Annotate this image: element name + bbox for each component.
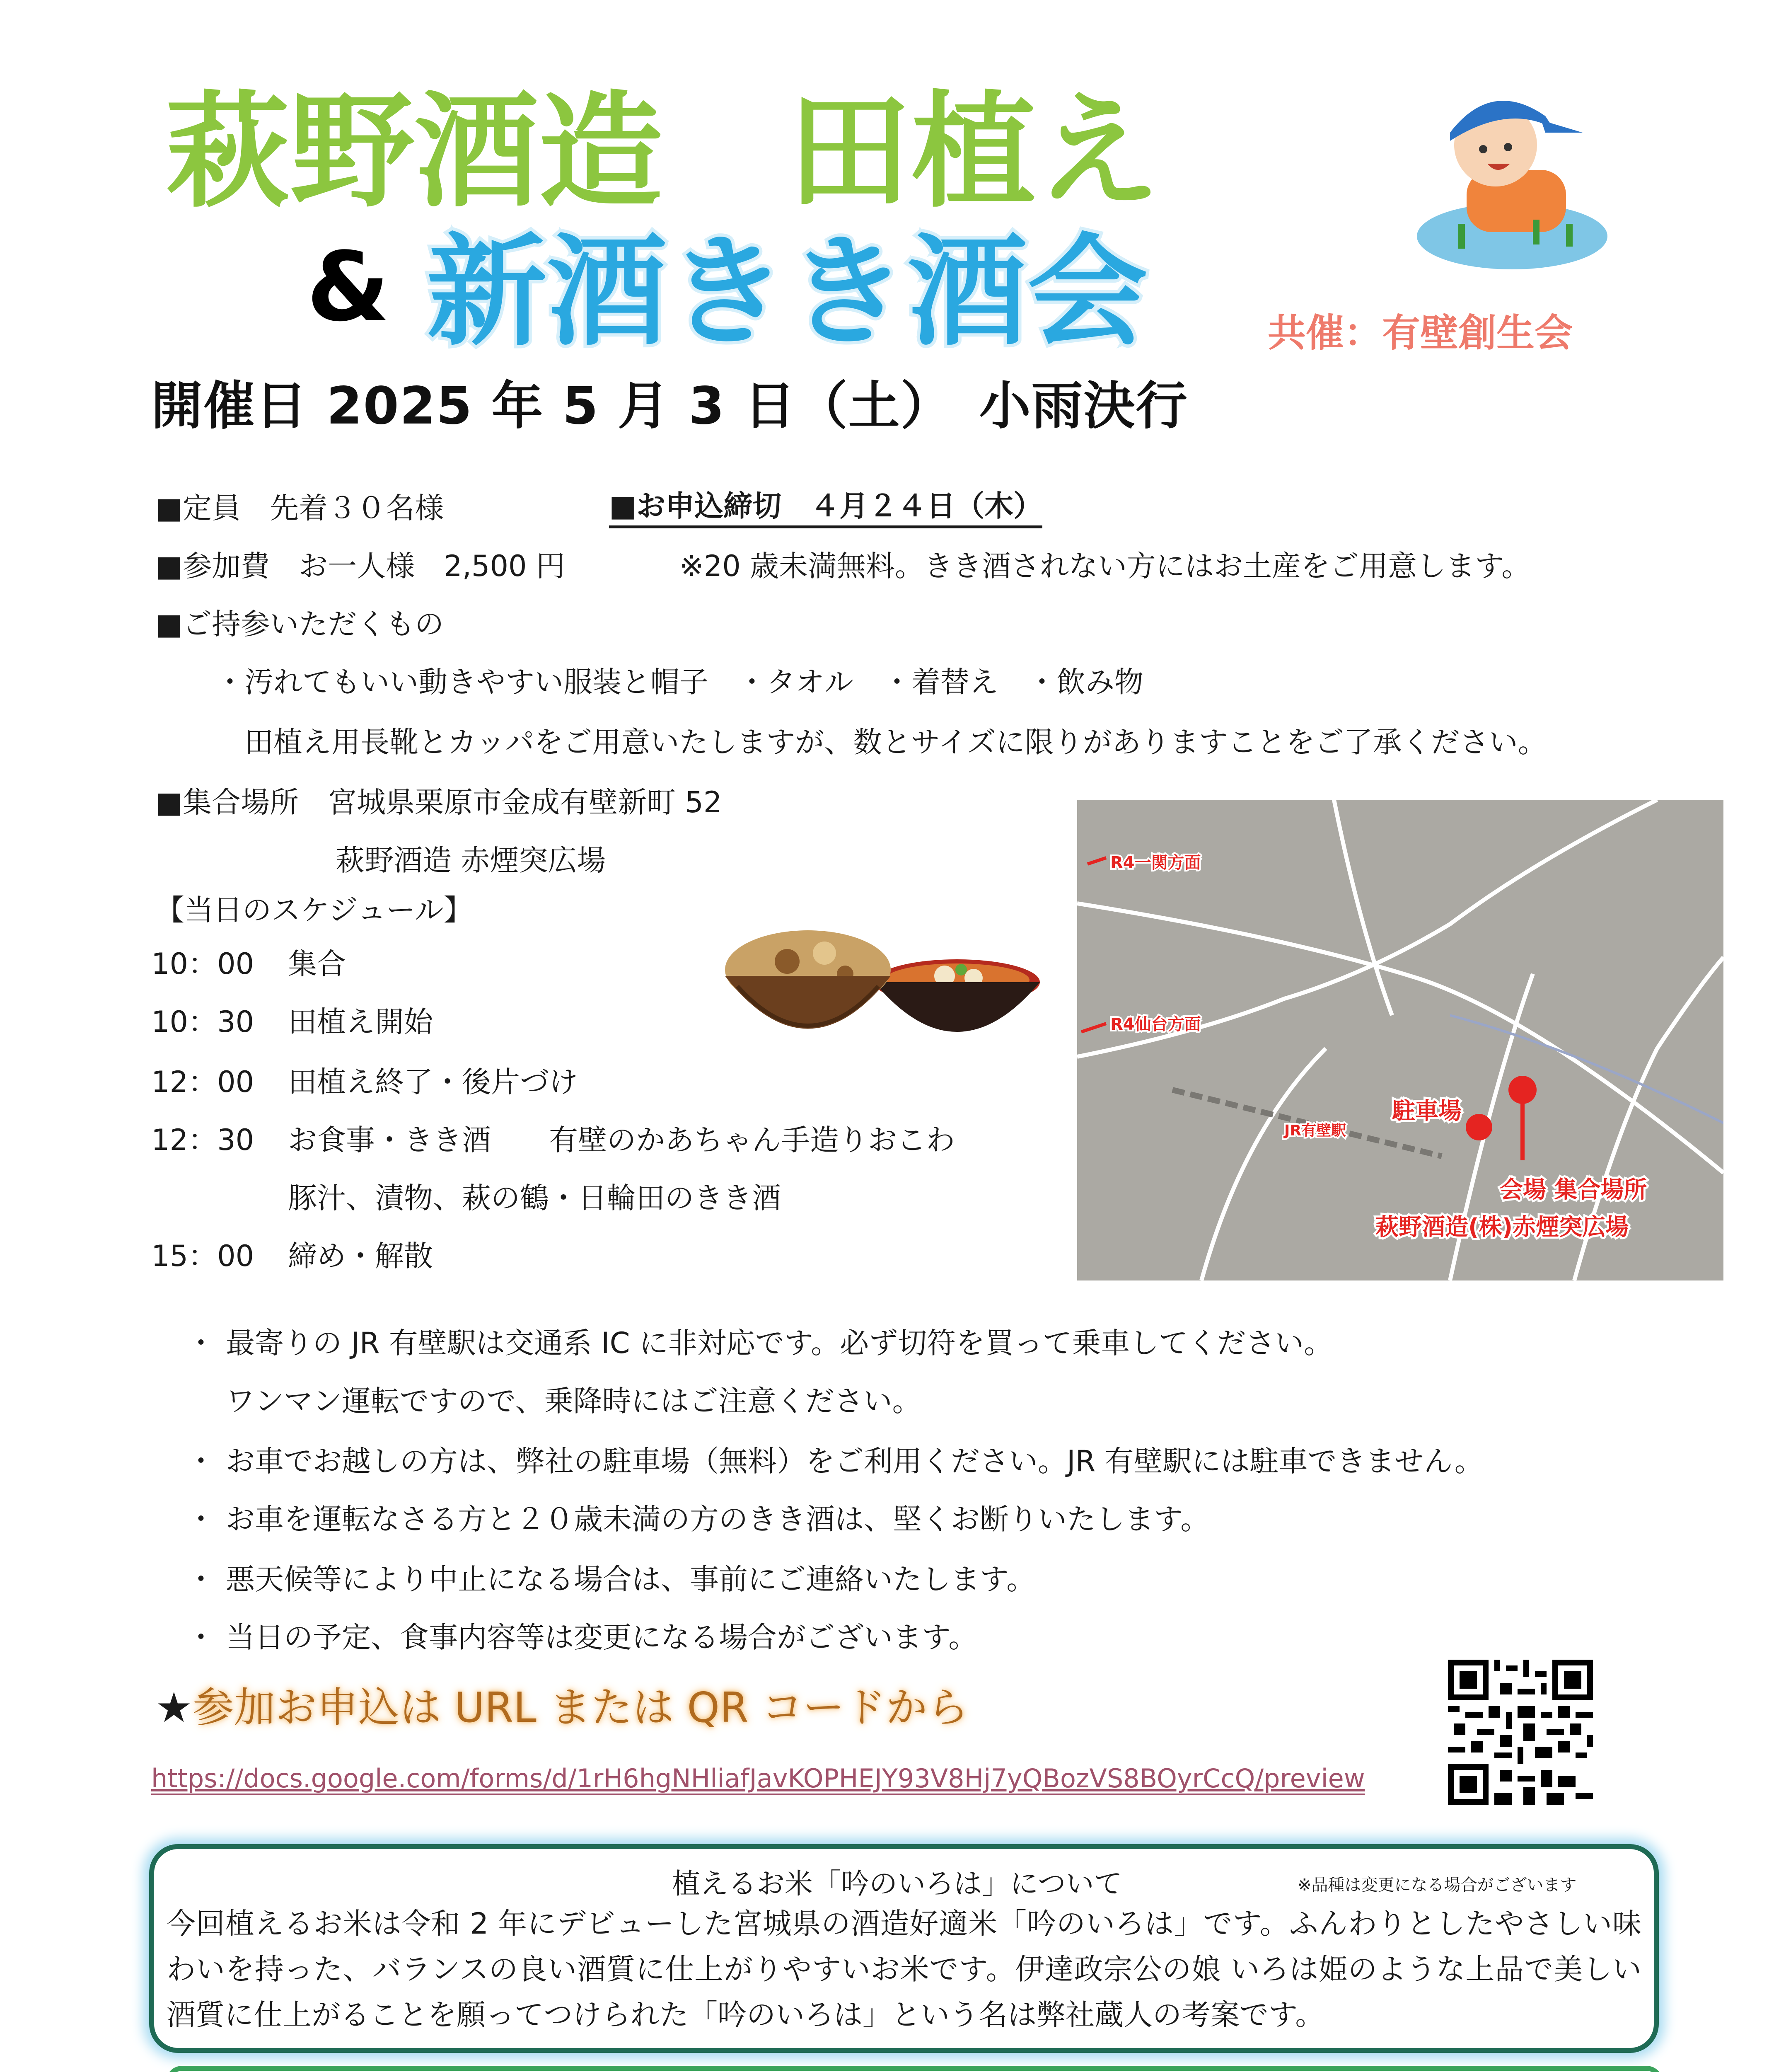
schedule-time: 10：00: [151, 947, 254, 981]
map-label-venue: 会場 集合場所: [1500, 1176, 1647, 1203]
event-title-line1: [62, 70, 1305, 220]
meeting-place: ■集合場所 宮城県栗原市金成有壁新町 52: [155, 785, 722, 819]
bring-note: 田植え用長靴とカッパをご用意いたしますが、数とサイズに限りがありますことをご了承ください。: [244, 725, 1547, 759]
deadline-text: [609, 483, 1042, 525]
capacity-text: ■定員 先着３０名様: [155, 491, 444, 525]
notice-item: ワンマン運転ですので、乗降時にはご注意ください。: [226, 1384, 921, 1418]
rice-info-body: 今回植えるお米は令和 2 年にデビューした宮城県の酒造好適米「吟のいろは」です。ふんわりとしたやさしい味わいを持った、バランスの良い酒質に仕上がりやすいお米です。伊達政宗公の娘 いろは姫のような上品で美しい酒質に仕上がることを願ってつけられた「吟のいろは」という名は弊社蔵人の考案です。: [167, 1907, 1641, 2032]
rice-info-title: 植えるお米「吟のいろは」について: [672, 1868, 1122, 1900]
svg-text:新酒きき酒会: 新酒きき酒会: [427, 223, 1148, 356]
title-ampersand: &: [307, 232, 390, 343]
apply-text: 参加お申込は URL または QR コードから: [192, 1683, 969, 1732]
schedule-label: 集合: [288, 947, 346, 981]
schedule-label: お食事・きき酒 有壁のかあちゃん手造りおこわ: [288, 1123, 955, 1157]
access-map: [1077, 800, 1723, 1280]
cohost-label: 共催：有壁創生会: [1268, 311, 1573, 355]
map-parking-pin: [1466, 1114, 1492, 1140]
food-bowls-illustration: [721, 908, 1044, 1082]
event-title-line2: [315, 215, 1351, 356]
deadline-value: ■お申込締切 ４月２４日（木）: [609, 489, 1042, 528]
notice-item: ・ お車でお越しの方は、弊社の駐車場（無料）をご利用ください。JR 有壁駅には駐車できません。: [226, 1438, 1484, 1480]
notice-item: ・ 最寄りの JR 有壁駅は交通系 IC に非対応です。必ず切符を買って乗車してください。: [226, 1320, 1333, 1362]
schedule-label: 田植え終了・後片づけ: [288, 1065, 578, 1099]
rice-info-note: ※品種は変更になる場合がございます: [1298, 1876, 1577, 1895]
rice-planting-boy-illustration: [1409, 70, 1616, 278]
schedule-label: 豚汁、漬物、萩の鶴・日輪田のきき酒: [288, 1181, 781, 1215]
application-form-link[interactable]: https://docs.google.com/forms/d/1rH6hgNHliafJavKOPHEJY93V8Hj7yQBozVS8BOyrCcQ/preview: [151, 1763, 1365, 1795]
fee-note: ※20 歳未満無料。きき酒されない方にはお土産をご用意します。: [679, 549, 1531, 583]
map-label-r4-south: R4仙台方面: [1110, 1015, 1201, 1034]
event-date: 開催日 2025 年 5 月 3 日（土） 小雨決行: [151, 376, 1188, 436]
schedule-item: [151, 1117, 955, 1159]
schedule-item: [151, 999, 433, 1041]
notice-item: ・ 悪天候等により中止になる場合は、事前にご連絡いたします。: [226, 1556, 1035, 1598]
schedule-time: 10：30: [151, 1005, 254, 1039]
schedule-label: 田植え開始: [288, 1005, 433, 1039]
schedule-item: [151, 1059, 578, 1101]
schedule-item: [151, 941, 346, 983]
star-icon: ★: [155, 1683, 193, 1732]
qr-code[interactable]: [1448, 1660, 1593, 1805]
schedule-heading: 【当日のスケジュール】: [155, 893, 473, 927]
notice-item: ・ 当日の予定、食事内容等は変更になる場合がございます。: [226, 1614, 977, 1656]
schedule-time: 15：00: [151, 1239, 254, 1273]
map-label-station: JR有壁駅: [1284, 1122, 1346, 1139]
bring-heading: ■ご持参いただくもの: [155, 607, 444, 641]
map-label-parking: 駐車場: [1392, 1098, 1462, 1125]
bring-items: ・汚れてもいい動きやすい服装と帽子 ・タオル ・着替え ・飲み物: [215, 665, 1143, 699]
svg-text:萩野酒造 田植え: 萩野酒造 田植え: [166, 80, 1160, 220]
notice-item: ・ お車を運転なさる方と２０歳未満の方のきき酒は、堅くお断りいたします。: [226, 1496, 1209, 1538]
apply-heading: [155, 1674, 969, 1734]
schedule-time: 12：00: [151, 1065, 254, 1099]
schedule-label: 締め・解散: [288, 1239, 433, 1273]
map-label-r4-north: R4一関方面: [1110, 853, 1201, 872]
schedule-time: 12：30: [151, 1123, 254, 1157]
rice-info-box: [149, 1844, 1659, 2053]
map-venue-pin: [1508, 1076, 1537, 1104]
fee-text: ■参加費 お一人様 2,500 円: [155, 549, 565, 583]
meeting-place-detail: 萩野酒造 赤煙突広場: [336, 843, 606, 877]
upcoming-events-box: [166, 2066, 1663, 2072]
map-label-venue-name: 萩野酒造(株)赤煙突広場: [1375, 1214, 1629, 1241]
schedule-item: [151, 1233, 433, 1275]
